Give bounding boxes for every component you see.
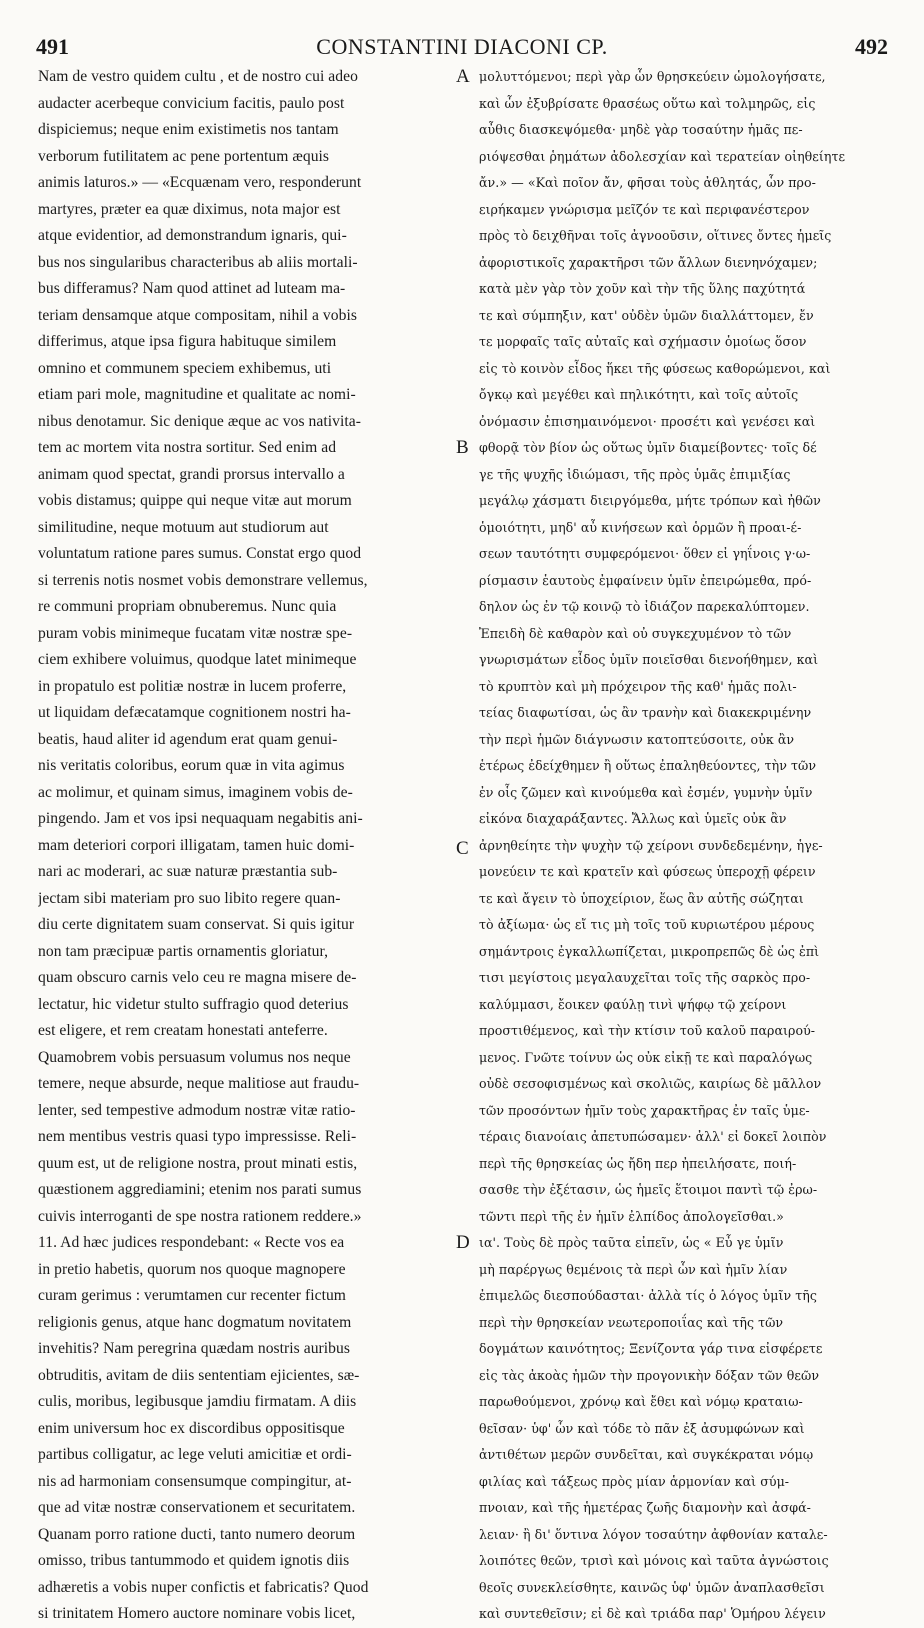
greek-text-line: τε καὶ σύμπηξιν, κατ' οὐδὲν ὑμῶν διαλλάττομεν, ἔν <box>479 307 814 323</box>
latin-text-line: lectatur, hic videtur stulto suffragio quod deterius <box>38 995 349 1013</box>
greek-text-line: σασθε τὴν ἐξέτασιν, ὡς ἡμεῖς ἕτοιμοι παντὶ τῷ ἐρω- <box>479 1182 818 1197</box>
greek-text-line: τὸ ἀξίωμα· ὡς εἴ τις μὴ τοῖς τοῦ κυριωτέρου μέρους <box>479 917 815 932</box>
latin-text-line: martyres, præter ea quæ diximus, nota major est <box>38 200 341 218</box>
latin-text-line: culis, moribus, legibusque jamdiu firmatam. A diis <box>38 1393 357 1410</box>
greek-text-line: τισι μεγίστοις μεγαλαυχεῖται τοῖς τῆς σαρκὸς προ- <box>479 970 811 985</box>
latin-text-line: diu certe dignitatem suam conservat. Si quis igitur <box>38 916 355 933</box>
greek-text-line: μενος. Γνῶτε τοίνυν ὡς οὐκ εἰκῇ τε καὶ παραλόγως <box>479 1049 813 1065</box>
greek-text-line: τε καὶ ἄγειν τὸ ὑποχείριον, ἕως ἂν αὐτῆς σώζηται <box>479 890 804 906</box>
greek-text-line: ἀρνηθείητε τὴν ψυχὴν τῷ χείρονι συνδεδεμένην, ἡγε- <box>479 837 823 853</box>
greek-text-line: θεῖσαν· ὑφ' ὧν καὶ τόδε τὸ πᾶν ἐξ ἀσυμφώνων καὶ <box>479 1420 805 1436</box>
right-page-number: 492 <box>855 34 888 59</box>
latin-text-line: ac molimur, et quinam simus, imaginem vobis de- <box>38 783 353 801</box>
greek-text-line: ειρήκαμεν γνώρισμα μεῖζόν τε καὶ περιφανέστερον <box>479 201 810 217</box>
greek-text-line: γνωρισμάτων εἶδος ὑμῖν ποιεῖσθαι διενοήθημεν, καὶ <box>479 652 819 667</box>
greek-text-line: φιλίας καὶ τάξεως πρὸς μίαν ἁρμονίαν καὶ σύμ- <box>479 1473 790 1489</box>
latin-text-line: nem mentibus vestris quasi typo impressisse. Reli- <box>38 1128 357 1145</box>
latin-text-line: dispiciemus; neque enim existimetis nos tantam <box>38 121 339 138</box>
latin-text-line: in propatulo est politiæ nostræ in lucem proferre, <box>38 677 347 695</box>
margin-marker-c: C <box>456 838 469 859</box>
latin-text-line: verborum futilitatem ac pene portentum æquis <box>38 147 330 165</box>
greek-text-line: τὸ κρυπτὸν καὶ μὴ πρόχειρον τῆς καθ' ἡμᾶς πολι- <box>479 678 797 694</box>
latin-text-line: vobis distamus; quippe qui neque vitæ aut morum <box>38 492 352 509</box>
greek-text-line: σεων ταυτότητι συμφερόμενοι· ὅθεν εἰ γηΐνοις γ·ω- <box>479 546 811 561</box>
greek-text-line: ριόψεσθαι ῥημάτων ἀδολεσχίαν καὶ τερατείαν οἰηθείητε <box>479 148 846 164</box>
greek-text-line: εἰς τὸ κοινὸν εἶδος ἥκει τῆς φύσεως καθορώμενοι, καὶ <box>479 360 831 376</box>
greek-text-line: τῶντι περὶ τῆς ἐν ἡμῖν ἐλπίδος ἀπολογεῖσθαι.» <box>479 1208 784 1224</box>
greek-text-line: ἑτέρως ἐδείχθημεν ἢ οὕτως ἐπαληθεύοντες, τὴν τῶν <box>479 758 817 773</box>
greek-text-line: ια'. Τοὺς δὲ πρὸς ταῦτα εἰπεῖν, ὡς « Εὖ γε ὑμῖν <box>479 1235 784 1250</box>
latin-text-line: mam deteriori corpori illigatam, tamen huic domi- <box>38 836 355 854</box>
latin-text-line: pingendo. Jam et vos ipsi nequaquam negabitis ani- <box>38 810 363 827</box>
latin-text-line: est eligere, et rem creatam honestati anteferre. <box>38 1022 328 1039</box>
latin-text-line: nibus denotamur. Sic denique æque ac vos nativita- <box>38 412 361 430</box>
latin-text-line: omnino et communem speciem exhibemus, uti <box>38 359 332 377</box>
greek-text-line: θεοῖς συνεκλείσθητε, καινῶς ὑφ' ὑμῶν ἀναπλασθεῖσι <box>479 1579 825 1595</box>
greek-text-line: προστιθέμενος, καὶ τὴν κτίσιν τοῦ καλοῦ παραιρού- <box>479 1023 816 1038</box>
latin-text-line: adhæretis a vobis nuper confictis et fabricatis? Quod <box>38 1578 369 1596</box>
greek-text-line: ὀνόμασιν ἐπισημαινόμενοι· προσέτι καὶ γενέσει καὶ <box>479 413 816 429</box>
greek-text-line: λειαν· ἢ δι' ὅντινα λόγον τοσαύτην ἀφθονίαν καταλε- <box>479 1526 828 1542</box>
latin-text-line: nis veritatis coloribus, eorum quæ in vita agimus <box>38 757 345 774</box>
greek-text-line: εἰκόνα διαχαράξαντες. Ἄλλως καὶ ὑμεῖς οὐκ ἂν <box>479 811 787 826</box>
latin-text-line: atque evidentior, ad demonstrandum ignaris, qui- <box>38 227 347 244</box>
latin-text-line: jectam sibi materiam pro suo libito regere quan- <box>38 889 341 907</box>
latin-text-line: etiam pari mole, magnitudine et qualitate ac nomi- <box>38 386 356 403</box>
latin-text-line: invehitis? Nam peregrina quædam nostris auribus <box>38 1340 350 1357</box>
greek-text-line: καὶ συντεθεῖσιν; εἰ δὲ καὶ τριάδα παρ' Ὁμήρου λέγειν <box>479 1606 826 1621</box>
latin-text-line: quam obscuro carnis velo ceu re magna misere de- <box>38 969 357 986</box>
greek-text-line: ἐν οἷς ζῶμεν καὶ κινούμεθα καὶ ἐσμέν, γυμνὴν ὑμῖν <box>479 784 813 800</box>
left-page-number: 491 <box>36 34 69 59</box>
latin-text-line: partibus colligatur, ac lege veluti amicitiæ et ordi- <box>38 1446 352 1463</box>
latin-text-line: audacter acerbeque convicium facitis, paulo post <box>38 94 345 112</box>
greek-text-line: δογμάτων καινότητος; Ξενίζοντα γάρ τινα εἰσφέρετε <box>479 1341 823 1356</box>
latin-text-line: cuivis interroganti de spe nostra rationem reddere.» <box>38 1207 362 1225</box>
greek-text-line: περὶ τὴν θρησκείαν νεωτεροποιΐας καὶ τῆς τῶν <box>479 1314 784 1330</box>
greek-text-line: μονεύειν τε καὶ κρατεῖν καὶ φύσεως ὑπεροχῇ φέρειν <box>479 864 816 879</box>
latin-text-line: puram vobis minimeque fucatam vitæ nostræ spe- <box>38 624 353 642</box>
greek-text-line: ρίσμασιν ἑαυτοὺς ἐμφαίνειν ὑμῖν ἐπειρώμεθα, πρό- <box>479 572 812 588</box>
greek-text-line: ὁμοιότητι, μηδ' αὖ κινήσεων καὶ ὁρμῶν ἢ προαι-έ- <box>479 519 802 535</box>
greek-text-line: καὶ ὧν ἐξυβρίσατε θρασέως οὕτω καὶ τολμηρῶς, εἰς <box>479 95 816 111</box>
latin-text-line: ut liquidam defæcatamque cognitionem nostri ha- <box>38 704 351 721</box>
latin-text-line: si terrenis notis nosmet vobis demonstrare vellemus, <box>38 571 368 589</box>
running-title: CONSTANTINI DIACONI CP. <box>316 34 608 59</box>
latin-text-line: nis ad harmoniam consensumque compingitur, at- <box>38 1472 352 1490</box>
greek-text-line: γε τῆς ψυχῆς ἰδιώμασι, τῆς πρὸς ὑμᾶς ἐπιμιξίας <box>479 466 791 482</box>
latin-text-line: in pretio habetis, quorum nos quoque magnopere <box>38 1260 346 1278</box>
greek-text-line: ἄν.» — «Καὶ ποῖον ἄν, φῆσαι τοὺς ἀθλητάς, ὧν προ- <box>479 175 816 190</box>
latin-text-line: non tam præcipuæ partis ornamentis gloriatur, <box>38 942 329 960</box>
greek-text-line: περὶ τῆς θρησκείας ὡς ἤδη περ ἠπειλήσατε, ποιή- <box>479 1155 797 1171</box>
margin-marker-b: B <box>456 437 469 458</box>
latin-text-line: Quanam porro ratione ducti, tanto numero deorum <box>38 1525 356 1543</box>
greek-text-line: ὄγκῳ καὶ μεγέθει καὶ πηλικότητι, καὶ τοῖς αὐτοῖς <box>479 387 799 402</box>
greek-text-line: εἰς τὰς ἀκοὰς ἡμῶν τὴν προγονικὴν δόξαν τῶν θεῶν <box>479 1367 820 1383</box>
latin-text-line: similitudine, neque motuum aut studiorum aut <box>38 518 329 536</box>
greek-text-line: μολυττόμενοι; περὶ γὰρ ὧν θρησκεύειν ὡμολογήσατε, <box>479 69 826 84</box>
greek-text-line: παρωθούμενοι, χρόνῳ καὶ ἔθει καὶ νόμῳ κραταιω- <box>479 1394 803 1409</box>
greek-text-line: ἀφοριστικοῖς χαρακτῆρσι τῶν ἄλλων διενηνόχαμεν; <box>479 254 818 270</box>
latin-text-line: enim universum hoc ex discordibus oppositisque <box>38 1419 345 1437</box>
greek-text-line: αὖθις διασκεψόμεθα· μηδὲ γὰρ τοσαύτην ἡμᾶς πε- <box>479 122 803 137</box>
latin-text-line: Nam de vestro quidem cultu , et de nostro cui adeo <box>38 68 358 85</box>
latin-text-line: nari ac moderari, ac suæ naturæ præstantia sub- <box>38 863 338 880</box>
greek-text-line: λοιπότες θεῶν, τρισὶ καὶ μόνοις καὶ ταῦτα ἀγνώστοις <box>479 1553 829 1568</box>
greek-text-line: οὐδὲ σεσοφισμένως καὶ σκολιῶς, καιρίως δὲ μᾶλλον <box>479 1076 822 1091</box>
greek-text-line: τέραις διανοίαις ἀπετυπώσαμεν· ἀλλ' εἰ δοκεῖ λοιπὸν <box>479 1129 827 1144</box>
greek-text-line: τῶν προσόντων ἡμῖν τοὺς χαρακτῆρας ἐν ταῖς ὑμε- <box>479 1102 810 1118</box>
margin-marker-d: D <box>456 1232 470 1253</box>
latin-text-line: obtruditis, avitam de diis sententiam ejicientes, sæ- <box>38 1366 360 1384</box>
greek-text-line: φθορᾷ τὸν βίον ὡς οὕτως ὑμῖν διαμείβοντες· τοῖς δέ <box>479 440 817 455</box>
latin-text-line: quæstionem aggrediamini; etenim nos parati sumus <box>38 1181 362 1198</box>
latin-text-line: teriam densamque atque compositam, nihil a vobis <box>38 306 357 324</box>
latin-text-line: tem ac mortem vita nostra sortitur. Sed enim ad <box>38 439 337 456</box>
latin-text-line: voluntatum ratione pares sumus. Constat ergo quod <box>38 545 362 562</box>
greek-text-line: πνοιαν, καὶ τῆς ἡμετέρας ζωῆς διαμονὴν καὶ ἀσφά- <box>479 1500 811 1515</box>
greek-text-line: μεγάλῳ χάσματι διειργόμεθα, μήτε τρόπων καὶ ἠθῶν <box>479 493 821 508</box>
latin-text-line: religionis genus, atque hanc dogmatum novitatem <box>38 1313 352 1331</box>
latin-text-line: lenter, sed tempestive admodum nostræ vitæ ratio- <box>38 1101 356 1119</box>
latin-text-line: curam gerimus : verumtamen cur recenter fictum <box>38 1287 346 1304</box>
running-header <box>36 34 888 62</box>
latin-text-line: bus nos singularibus characteribus ab aliis mortali- <box>38 253 358 271</box>
greek-text-line: κατὰ μὲν γὰρ τὸν χοῦν καὶ τὴν τῆς ὕλης παχύτητά <box>479 281 806 296</box>
latin-text-line: temere, neque absurde, neque malitiose aut fraudu- <box>38 1075 360 1092</box>
latin-text-line: Quamobrem vobis persuasum volumus nos neque <box>38 1048 351 1066</box>
latin-text-line: animam quod spectat, grandi prorsus intervallo a <box>38 465 345 483</box>
greek-text-line: τὴν περὶ ἡμῶν διάγνωσιν κατοπτεύσοιτε, οὐκ ἂν <box>479 731 795 747</box>
greek-column <box>479 64 887 1628</box>
greek-text-line: τείας διαφωτίσαι, ὡς ἂν τρανὴν καὶ διακεκριμένην <box>479 705 812 720</box>
greek-text-line: Ἐπειδὴ δὲ καθαρὸν καὶ οὐ συγκεχυμένον τὸ τῶν <box>479 625 792 641</box>
latin-text-line: si trinitatem Homero auctore nominare vobis licet, <box>38 1605 356 1622</box>
latin-text-line: re communi propriam obnuberemus. Nunc quia <box>38 598 337 615</box>
latin-text-line: que ad vitæ nostræ conservationem et securitatem. <box>38 1499 356 1516</box>
greek-text-line: δηλον ὡς ἐν τῷ κοινῷ τὸ ἰδιάζον παρεκαλύπτομεν. <box>479 599 810 614</box>
latin-text-line: bus differamus? Nam quod attinet ad luteam ma- <box>38 280 346 297</box>
greek-text-line: τε μορφαῖς ταῖς αὐταῖς καὶ σχήμασιν ὁμοίως ὅσον <box>479 334 807 349</box>
latin-text-line: omisso, tribus tantummodo et quidem ignotis diis <box>38 1552 350 1569</box>
greek-text-line: σημάντροις ἐγκαλλωπίζεται, μικροπρεπῶς δὲ ὡς ἐπὶ <box>479 943 820 959</box>
latin-text-line: differimus, atque ipsa figura habituque similem <box>38 333 337 350</box>
greek-text-line: ἐπιμελῶς διεσπούδασται· ἀλλὰ τίς ὁ λόγος ὑμῖν τῆς <box>479 1288 817 1303</box>
latin-text-line: animis laturos.» — «Ecquænam vero, responderunt <box>38 174 362 191</box>
latin-column <box>38 64 456 1628</box>
latin-text-line: ciem exhibere voluimus, quodque latet minimeque <box>38 651 357 668</box>
greek-text-line: καλύμμασι, ἔοικεν φαύλῃ τινὶ ψήφῳ τῷ χείρονι <box>479 996 787 1012</box>
greek-text-line: ἀντιθέτων μερῶν συνδεῖται, καὶ συγκέκραται νόμῳ <box>479 1447 814 1462</box>
margin-marker-a: A <box>456 66 470 87</box>
latin-text-line: 11. Ad hæc judices respondebant: « Recte vos ea <box>38 1234 345 1251</box>
latin-text-line: beatis, haud aliter id agendum erat quam genui- <box>38 730 338 748</box>
greek-text-line: μὴ παρέργως θεμένοις τὰ περὶ ὧν καὶ ἡμῖν λίαν <box>479 1261 788 1277</box>
greek-text-line: πρὸς τὸ δειχθῆναι τοῖς ἀγνοοῦσιν, οἵτινες ὄντες ἡμεῖς <box>479 228 832 243</box>
latin-text-line: quum est, ut de religione nostra, prout minati estis, <box>38 1154 358 1172</box>
